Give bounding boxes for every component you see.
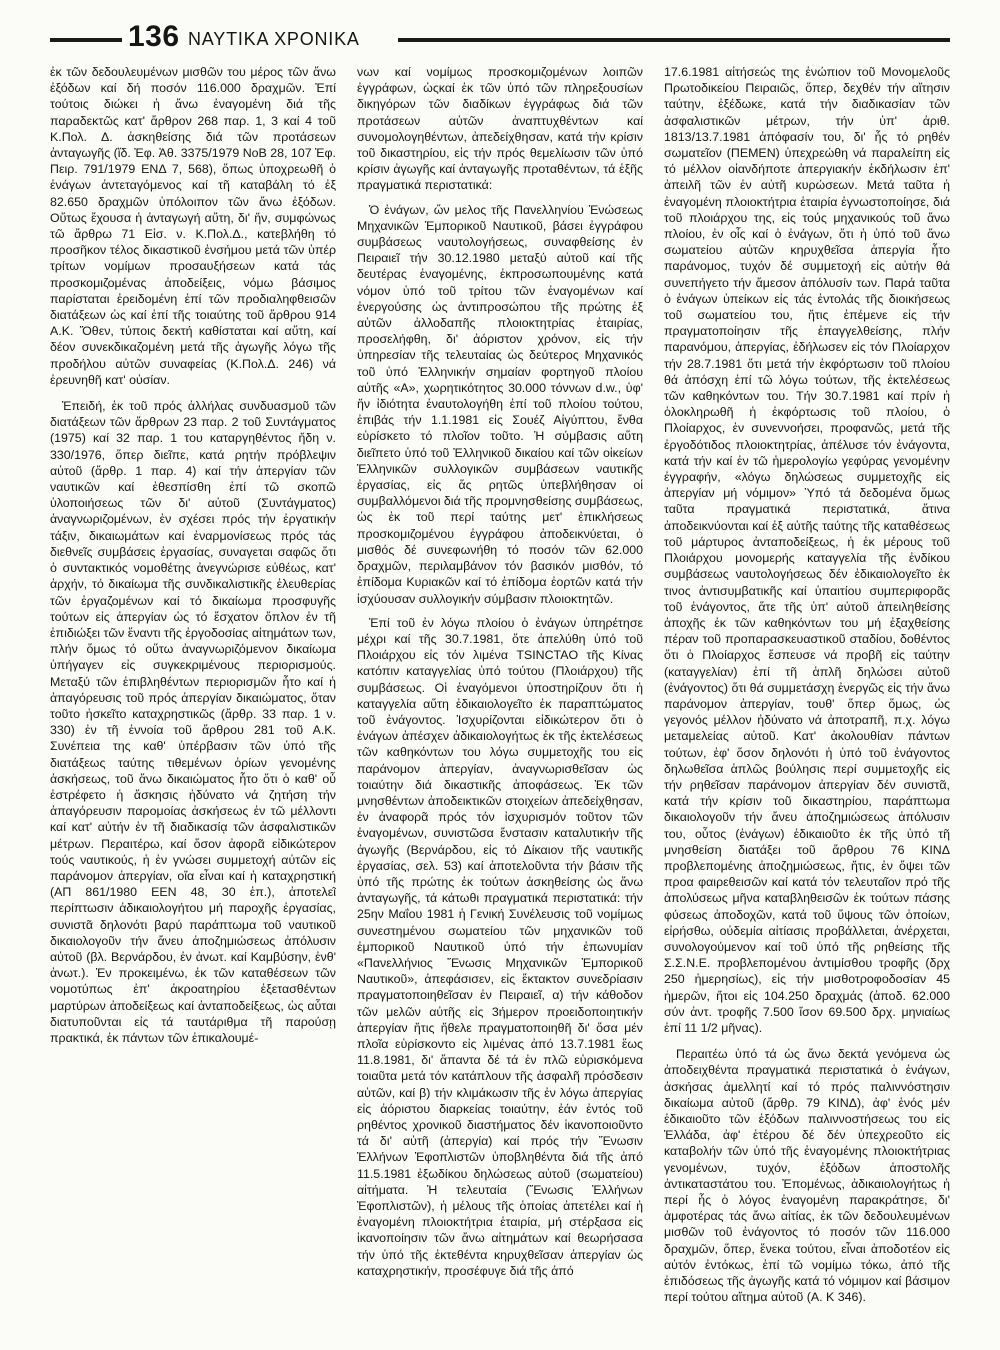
header-rule-left — [50, 38, 122, 42]
magazine-title: ΝΑΥΤΙΚΑ ΧΡΟΝΙΚΑ — [188, 29, 360, 49]
page-header — [50, 20, 950, 60]
text-columns — [50, 64, 950, 1329]
column-3 — [664, 64, 950, 1329]
paragraph: ἐκ τῶν δεδουλευμένων μισθῶν του μέρος τῶν ἄνω ἐξόδων καί δή ποσόν 116.000 δραχμῶν. Ἐπί τούτοις διώκει ἡ ἄνω ἐναγομένη διά τῆς παραδεκτῶς κατ' ἄρθρον 268 παρ. 1, 3 καί 4 τοῦ Κ.Πολ. Δ. ἀσκηθείσης διά τῶν προτάσεων ἀνταγωγῆς (ἴδ. Ἐφ. Ἀθ. 3375/1979 ΝοΒ 28, 107 Ἐφ. Πειρ. 791/1979 ΕΝΔ 7, 568), ὅπως ὑποχρεωθῆ ὁ ἐνάγων ἀντεταγόμενος καί τῆ καταβάλη τό ἐξ 82.650 δραχμῶν ὑπόλοιπον τῶν ἄνω ἐξόδων. Οὕτως ἔχουσα ἡ ἀνταγωγή αὕτη, δι' ἥν, συμφώνως τῶ ἄρθρω 71 Εἰσ. ν. Κ.Πολ.Δ., κατεβλήθη τό προσῆκον τέλος δικαστικοῦ ἐνσήμου μετά τῶν ὑπέρ τρίτων νομίμων προσαυξήσεων κατά τάς προσκομιζομένας ἀποδείξεις, νόμω βάσιμος παρίσταται ἐρειδομένη ἐπί τῶν προδιαληφθεισῶν διατάξεων ὡς καί ἐπί τῆς τοιαύτης τοῦ ἄρθρου 914 Α.Κ. Ὅθεν, τύποις δεκτή καθίσταται καί αὕτη, καί δέον συνεκδικαζομένη μετά τῆς ἀγωγῆς λόγω τῆς προδήλου αὐτῶν συναφείας (Κ.Πολ.Δ. 246) νά ἐρευνηθῆ κατ' οὐσίαν. — [50, 65, 336, 387]
column-1 — [50, 64, 336, 1329]
paragraph: 17.6.1981 αἰτήσεώς της ἐνώπιον τοῦ Μονομελοῦς Πρωτοδικείου Πειραιῶς, ὅπερ, δεχθέν τήν αἴτησιν ταύτην, ἐξέδωκε, κατά τήν διαδικασίαν τῶν ἀσφαλιστικῶν μέτρων, τήν ὑπ' ἀριθ. 1813/13.7.1981 ἀπόφασίν του, δι' ἧς τό ρηθέν σωματεῖον (ΠΕΜΕΝ) ὑπεχρεώθη νά παραλείπη εἰς τό μέλλον οἱανδήποτε ἀπεργιακήν ἐκδήλωσιν ἐπ' ἀπειλῆ τῶν ἐν αὐτῆ κυρώσεων. Μετά ταῦτα ἡ ἐναγομένη πλοιοκτήτρια ἑταιρία ἐγνωστοποίησε, διά τοῦ πλοιάρχου της, εἰς τούς μηχανικούς τοῦ ἄνω πλοίου, ἐν οἷς καί ὁ ἐνάγων, ὅτι ἡ ὑπό τοῦ ἄνω σωματείου αὐτῶν κηρυχθεῖσα ἀπεργία ἦτο παράνομος, τυχόν δέ συμμετοχή εἰς αὐτήν θά συνεπήγετο τήν ἄμεσον ἀπόλυσίν των. Παρά ταῦτα ὁ ἐνάγων ὑπείκων εἰς τάς ἐντολάς τῆς διοικήσεως τοῦ σωματείου του, ἥτις ἐπέμενε εἰς τήν πραγματοποίησιν τῆς ἐπαγγελθείσης, πλήν παρανόμου, ἀπεργίας, ἐδήλωσεν εἰς τόν Πλοίαρχον τήν 28.7.1981 ὅτι μετά τήν ἐκφόρτωσιν τοῦ πλοίου θά ἀπόσχη ἐπί τῶ λόγω τούτων, τῆς ἐκτελέσεως τῶν καθηκόντων του. Τήν 30.7.1981 καί πρίν ἡ ὁλοκληρωθῆ ἡ ἐκφόρτωσις τοῦ πλοίου, ὁ Πλοίαρχος, ἐν συνεννοήσει, προφανῶς, μετά τῆς ἐργοδότιδος πλοιοκτητρίας, ἀπέλυσε τόν ἐνάγοντα, κατά τήν καί ἐν τῶ ἡμερολογίω γεφύρας γενομένην ἐγγραφήν, «λόγω δηλώσεως συμμετοχῆς εἰς ἀπεργίαν μή νόμιμον» Ὑπό τά δεδομένα ὅμως ταῦτα πραγματικά περιστατικά, ἅτινα ἀποδεικνύονται καί ἐξ αὐτῆς ταύτης τῆς καταθέσεως τοῦ μάρτυρος ἀνταποδείξεως, ἡ ἐκ μέρους τοῦ Πλοιάρχου μονομερής καταγγελία τῆς ἐνδίκου συμβάσεως ναυτολογήσεως δέν ἐδικαιολογεῖτο ἐκ τινος ἀντισυμβατικῆς καί ὑπαιτίου συμπεριφορᾶς τοῦ ἐνάγοντος, ἅτε τῆς ὑπ' αὐτοῦ ἀπειληθείσης ἀποχῆς ἐκ τῶν καθηκόντων του μή ἐξαχθείσης πέραν τοῦ προπαρασκευαστικοῦ σταδίου, δοθέντος ὅτι ὁ Πλοίαρχος ἔσπευσε νά προβῆ εἰς ταύτην (καταγγελίαν) ἐπί τῆ ἁπλῆ δηλώσει αὐτοῦ (ἐνάγοντος) ὅτι θά συμμετάσχη ἐνεργῶς εἰς τήν ἄνω παράνομον ἀπεργίαν, τουθ' ὅπερ ὅμως, ὡς γεγονός μέλλον ἠδύνατο νά ἀποτραπῆ, π.χ. λόγω μεταμελείας αὐτοῦ. Κατ' ἀκολουθίαν πάντων τούτων, ἐφ' ὅσον δηλονότι ἡ ὑπό τοῦ ἐνάγοντος δηλωθεῖσα ἁπλῶς βούλησις περί συμμετοχῆς εἰς τήν ρηθεῖσαν παράνομον ἀπεργίαν δέν συνιστᾶ, κατά τήν κρίσιν τοῦ δικαστηρίου, παράπτωμα δικαιολογοῦν τήν ἄνευ ἀποζημιώσεως ἀπόλυσιν του, οὗτος (ἐνάγων) ἐδικαιοῦτο ἐκ τῆς ὑπό τῆ μνησθείση διατάξει τοῦ ἄρθρου 76 ΚΙΝΔ προβλεπομένης ἀποζημιώσεως, ἥτις, ἐν ὄψει τῶν προα φαιρεθεισῶν καί κατά τόν τελευταῖον πρό τῆς ἀπολύσεως μῆνα καταβληθεισῶν ἐκ τούτων πάσης φύσεως ἀποδοχῶν, κατά τοῦ ὕψους τῶν ὁποίων, εἰρήσθω, οὐδεμία αἰτίασις προβάλλεται, ἀνέρχεται, συνολογούμενον καί τοῦ ὑπό τῆς ρηθείσης τῆς Σ.Σ.Ν.Ε. προβλεπομένου ἀντιμίσθου τροφῆς (δρχ 250 ἡμερησίως), εἰς τήν μισθοτροφοδοσίαν 45 ἡμερῶν, ἤτοι εἰς 104.250 δραχμάς (ἀποδ. 62.000 σύν ἀντ. τροφῆς 7.500 ἴσον 69.500 δρχ. μηνιαίως ἐπί 11 1/2 μῆνας). — [664, 65, 950, 1035]
column-2 — [357, 64, 643, 1329]
paragraph: Ὁ ἐνάγων, ὤν μελος τῆς Πανελληνίου Ἑνώσεως Μηχανικῶν Ἐμπορικοῦ Ναυτικοῦ, βάσει ἐγγράφου συμβάσεως ναυτολογήσεως, συναφθείσης ἐν Πειραιεῖ τήν 30.12.1980 μεταξύ αὐτοῦ καί τῆς δευτέρας ἐναγομένης, ἐκπροσωπουμένης κατά νόμον ὑπό τοῦ τρίτου τῶν ἐναγομένων καί ἐνεργούσης ὡς ἀντιπροσώπου τῆς πρώτης ἐξ αὐτῶν ἀλλοδαπῆς πλοιοκτητρίας ἑταιρίας, προσελήφθη, δι' ἀόριστον χρόνον, εἰς τήν ὑπηρεσίαν τῆς τελευταίας ὡς δεύτερος Μηχανικός τοῦ ὑπό Ἑλληνικήν σημαίαν φορτηγοῦ πλοίου αὐτῆς «Α», χωρητικότητος 30.000 τόννων d.w., ὑφ' ἥν ἰδιότητα ἐναυτολογήθη ἐπί τοῦ πλοίου τούτου, ἐπιβάς τήν 1.1.1981 εἰς Σουέζ Αἰγύπτου, ἔνθα εὑρίσκετο τό πλοῖον τοῦτο. Ἡ σύμβασις αὕτη διεῖπετο ὑπό τοῦ Ἑλληνικοῦ δικαίου καί τῶν οἰκείων Ἑλληνικῶν συλλογικῶν συμβάσεων ναυτικῆς ἐργασίας, εἰς ἅς ρητῶς ὑπεβλήθησαν οἱ συμβαλλόμενοι διά τῆς προμνησθείσης συμβάσεως, ὡς ἐκ τοῦ περί ταύτης μετ' ἐπικλήσεως προσκομιζομένου ἐγγράφου ἀποδεικνύεται, ὁ μισθός δέ συνεφωνήθη τό ποσόν τῶν 62.000 δραχμῶν, περιλαμβάνον τόν βασικόν μισθόν, τό ἐπίδομα Κυριακῶν καί τό ἐπίδομα ἐορτῶν κατά τήν ἰσχύουσαν συλλογικήν σύμβασιν πλοιοκτητῶν. — [357, 202, 643, 606]
paragraph: νων καί νομίμως προσκομιζομένων λοιπῶν ἐγγράφων, ὡςκαί ἐκ τῶν ὑπό τῶν πληρεξουσίων δικηγόρων τῶν διαδίκων ἐγγράφως διά τῶν προτάσεων αὐτῶν ἀναπτυχθέντων καί συνομολογηθέντων, ἀπεδείχθησαν, κατά τήν κρίσιν τοῦ δικαστηρίου, εἰς τήν πρός θεμελίωσιν τῶν ὑπό κρίσιν ἀγωγῆς καί ἀνταγωγῆς προταθέντων, τά ἑξῆς πραγματικά περιστατικά: — [357, 65, 643, 193]
page-number: 136 — [128, 20, 180, 53]
header-rule-right — [398, 38, 950, 42]
paragraph: Περαιτέω ὑπό τά ὡς ἄνω δεκτά γενόμενα ὡς ἀποδειχθέντα πραγματικά περιστατικά ὁ ἐνάγων, ἀσκήσας ἀμελλητί καί τό πρός παλιννόστησιν δικαίωμα αὐτοῦ (ἄρθρ. 79 ΚΙΝΔ), ἀφ' ἑνός μέν ἐδικαιοῦτο τῶν ἐξόδων παλιννοστήσεως του εἰς Ἑλλάδα, ἀφ' ἑτέρου δέ δέν ὑπεχρεοῦτο εἰς καταβολήν τῶν ὑπό τῆς ἐναγομένης πλοιοκτήτριας γενομένων, τυχόν, ἐξόδων ἀποστολῆς ἀντικαταστάτου του. Ἐπομένως, ἀδικαιολογήτως ἡ περί ἧς ὁ λόγος ἐναγομένη παρακράτησε, δι' ἀμφοτέρας τάς ἄνω αἰτίας, ἐκ τῶν δεδουλευμένων μισθῶν τοῦ ἐνάγοντος τό ποσόν τῶν 116.000 δραχμῶν, ὅπερ, ἕνεκα τούτου, εἶναι ἀποδοτέον εἰς αὐτόν ἐντόκως, ἐπί τῶ νομίμω τόκω, ἀπό τῆς ἐπιδόσεως τῆς ἀγωγῆς κατά τό νόμιμον καί βάσιμον περί τούτου αἴτημα αὐτοῦ (Α. Κ 346). — [664, 1047, 950, 1305]
paragraph: Ἐπί τοῦ ἐν λόγω πλοίου ὁ ἐνάγων ὑπηρέτησε μέχρι καί τῆς 30.7.1981, ὅτε ἀπελύθη ὑπό τοῦ Πλοιάρχου εἰς τόν λιμένα TSINCTAO τῆς Κίνας κατόπιν καταγγελίας ὑπό τούτου (Πλοιάρχου) τῆς συμβάσεως. Οἱ ἐναγόμενοι ὑποστηρίζουν ὅτι ἡ καταγγελία αὕτη ἐδικαιολογεῖτο ἐκ παραπτώματος τοῦ ἐνάγοντος. Ἰσχυρίζονται εἰδικώτερον ὅτι ὁ ἐνάγων ἀπέσχεν ἀδικαιολογήτως ἐκ τῆς ἐκτελέσεως τῶν καθηκόντων του λόγω συμμετοχῆς του εἰς παράνομον ἀπεργίαν, ἀναγνωρισθεῖσαν ὡς τοιαύτην διά δικαστικῆς ἀποφάσεως. Ἐκ τῶν μνησθέντων ἀποδεικτικῶν στοιχείων ἀπεδείχθησαν, ἐν ἀναφορᾶ πρός τόν ἰσχυρισμόν τοῦτον τῶν ἐναγομένων, συνιστῶσα ἔνστασιν καταλυτικήν τῆς ἀγωγῆς (Βερνάρδου, εἰς τό Δίκαιον τῆς ναυτικῆς ἐργασίας, σελ. 53) καί ἀποτελοῦντα τήν βάσιν τῆς ὑπό τῆς πρώτης ἐκ τούτων ἀσκηθείσης ὡς ἄνω ἀνταγωγῆς, τά κάτωθι πραγματικά περιστατικά: τήν 25ην Μαΐου 1981 ἡ Γενική Συνέλευσις τοῦ νομίμως συνεστημένου σωματείου τῶν μηχανικῶν τοῦ ἐμπορικοῦ Ναυτικοῦ ὑπό τήν ἐπωνυμίαν «Πανελλήνιος Ἕνωσις Μηχανικῶν Ἐμπορικοῦ Ναυτικοῦ», ἀπεφάσισεν, εἰς ἔκτακτον συνεδρίασιν πραγματοποιηθεῖσαν ἐν Πειραιεῖ, α) τήν κάθοδον τῶν μελῶν αὐτῆς εἰς 3ήμερον προειδοποιητικήν ἀπεργίαν ἥτις ἤθελε πραγματοποιηθῆ δι' ὅσα μέν πλοῖα εὑρίσκοντο εἰς λιμένας ἀπό 13.7.1981 ἕως 11.8.1981, δι' ἅπαντα δέ τά ἐν πλῶ εὑρισκόμενα τοιαῦτα μετά τόν κατάπλουν τῆς ἀσφαλῆ πρόσδεσιν αὐτῶν, καί β) τήν κλιμάκωσιν τῆς ἐν λόγω ἀπεργίας εἰς ἀόριστου διαρκείας τοιαύτην, ἐάν ἐντός τοῦ ρηθέντος χρονικοῦ διαστήματος δέν ἱκανοποιοῦντο τά δι' αὐτῆ (ἀπεργία) καί πρός τήν Ἕνωσιν Ἑλλήνων Ἐφοπλιστῶν ὑποβληθέντα διά τῆς ἀπό 11.5.1981 ἐξωδίκου δηλώσεως αὐτοῦ (σωματείου) αἰτήματα. Ἡ τελευταία (Ἕνωσις Ἑλλήνων Ἐφοπλιστῶν), ἡ μέλους τῆς ὁποίας ἀπετέλει καί ἡ ἐναγομένη πλοιοκτήτρια ἑταιρία, μή στέρξασα εἰς ἱκανοποίησιν τῶν ἄνω αἰτημάτων καί θεωρήσασα τήν ὑπό τῆς ἐκτεθέντα κηρυχθεῖσαν ἀπεργίαν ὡς καταχρηστικήν, προσέφυγε διά τῆς ἀπό — [357, 615, 643, 1278]
paragraph: Ἐπειδή, ἐκ τοῦ πρός ἀλλήλας συνδυασμοῦ τῶν διατάξεων τῶν ἄρθρων 23 παρ. 2 τοῦ Συντάγματος (1975) καί 32 παρ. 1 του καταργηθέντος ἤδη ν. 330/1976, ὅπερ διεῖπε, κατά ρητήν πρόβλεψιν αὐτοῦ (ἄρθρ. 1 παρ. 4) καί τήν ἀπεργίαν τῶν ναυτικῶν καί ἐθεσπίσθη ἐπί τῶ σκοπῶ ὑλοποιήσεως τῶν δι' αὐτοῦ (Συντάγματος) ἀναγνωριζομένων, ἐν σχέσει πρός τήν ἐργατικήν τάξιν, δικαιωμάτων καί ἐναρμονίσεως πρός τάς διεθνεῖς συμβάσεις ἐργασίας, συναγεται σαφῶς ὅτι ὁ συντακτικός νομοθέτης ἀνεγνώρισε εὐθέως, κατ' ἀρχήν, τό δικαίωμα τῆς συνδικαλιστικῆς ἐλευθερίας τῶν ἐργαζομένων καί τό δικαίωμα προσφυγῆς τούτων εἰς ἀπεργίαν ὡς τό ἔσχατον ὅπλον ἐν τῆ ἐπιδιώξει τῶν ἔναντι τῆς ἐργοδοσίας αἰτημάτων των, πλήν ὅμως τό οὕτω ἀναγνωριζόμενον δικαίωμα ὑπήγαγεν εἰς συγκεκριμένους περιορισμούς. Μεταξύ τῶν ἐπιβληθέντων περιορισμῶν ἦτο καί ἡ ἀπαγόρευσις τοῦ πρός ἀπεργίαν δικαιώματος, ὅταν τοῦτο ἠσκεῖτο καταχρηστικῶς (ἄρθρ. 33 παρ. 1 ν. 330) ἐν τῆ ἐννοία τοῦ ἄρθρου 281 τοῦ Α.Κ. Συνέπεια της καθ' ὑπέρβασιν τῶν ὑπό τῆς διατάξεως ταύτης τιθεμένων ὁρίων γενομένης ἀσκήσεως, τοῦ ἄνω δικαιώματος ἦτο ὅτι ὁ καθ' οὗ ἐστρέφετο ἡ ἄσκησις ἠδύνατο νά ζητήση τήν ἀπαγόρευσιν παρομοίας ἀσκήσεως ἐν τῶ μέλλοντι καί κατ' αὐτήν ἐν τῆ διαδικασίᾳ τῶν ἀσφαλιστικῶν μέτρων. Περαιτέρω, καί ὅσον ἀφορᾶ εἰδικώτερον τούς ναυτικούς, ἡ ἐν γνώσει συμμετοχή αὐτῶν εἰς παράνομον ἀπεργίαν, οἵα εἶναι καί ἡ καταχρηστική (ΑΠ 861/1980 ΕΕΝ 48, 30 ἑπ.), ἀποτελεῖ περίπτωσιν ἀδικαιολογήτου μή παροχῆς ἐργασίας, συνιστᾶ δηλονότι βαρύ παράπτωμα τοῦ ναυτικοῦ δικαιολογοῦν τήν ἄνευ ἀποζημιώσεως ἀπόλυσιν αὐτοῦ (βλ. Βερνάρδου, ἐν ἀνωτ. καί Καμβύσην, ἐνθ' ἀνωτ.). Ἐν προκειμένω, ἐκ τῶν καταθέσεων τῶν νομοτύπως ἐπ' ἀκροατηρίου ἐξετασθέντων μαρτύρων ἀποδείξεως καί ἀνταποδείξεως, ὡς αὗται διατυποῦνται εἰς τά ταυτάριθμα τῆ παρούσῃ πρακτικά, ἐκ πάντων τῶν ἐπικαλουμέ- — [50, 399, 336, 1045]
